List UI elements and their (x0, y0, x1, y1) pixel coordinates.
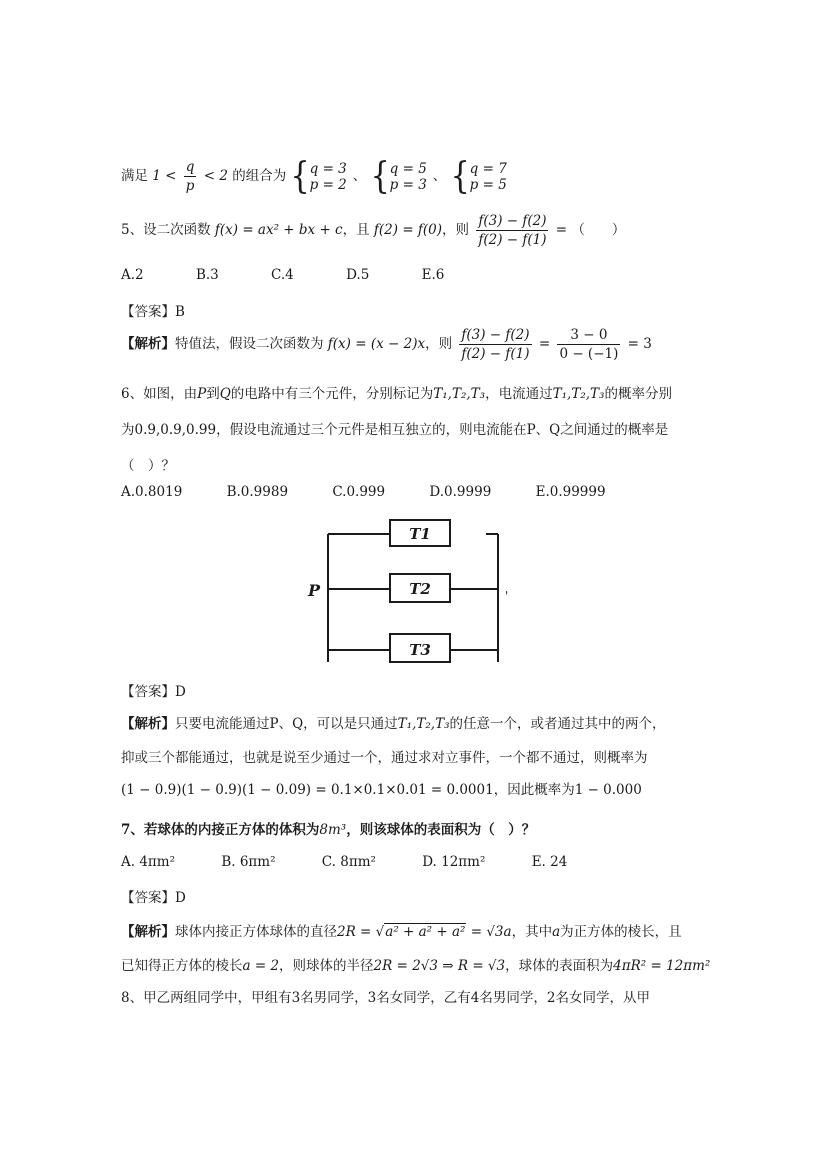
circuit-diagram (300, 512, 540, 677)
option-c: C. 8πm² (321, 854, 376, 870)
option-a: A.2 (121, 267, 144, 283)
option-e: E. 24 (531, 854, 568, 870)
question-6-analysis-line2: 抑或三个都能通过，也就是说至少通过一个，通过求对立事件，一个都不通过，则概率为 (121, 750, 648, 766)
brace-icon: { (450, 154, 470, 197)
analysis-fraction-1: $\frac{f(3) - f(2)}{f(2) - f(1)}$ (461, 327, 530, 362)
question-7-analysis-line2: 已知得正方体的棱长a = 2，则球体的半径2R = 2√3 ⇒ R = √3，球体的表面积为4πR² = 12πm² (121, 958, 711, 974)
question-7-answer: 【答案】D (121, 890, 186, 906)
question-6-stem-line1: 6、如图，由P到Q的电路中有三个元件，分别标记为T₁,T₂,T₃，电流通过T₁,T₂,T₃的概率分别 (121, 386, 672, 402)
question-6-analysis-line3: (1 − 0.9)(1 − 0.9)(1 − 0.09) = 0.1×0.1×0.01 = 0.0001，因此概率为1 − 0.000 (121, 782, 642, 798)
question-6-answer: 【答案】D (121, 684, 186, 700)
question-7-options (121, 854, 615, 870)
option-d: D.5 (346, 267, 370, 283)
p-label: P (308, 581, 321, 600)
condition-left: 1 < (152, 168, 177, 184)
question-5-analysis: 【解析】特值法，假设二次函数为 f(x) = (x − 2)x，则 $\frac{f(3) - f(2)}{f(2) - f(1)}$ = $\frac{3 - 0}{0 - (-1)}$ = 3 (121, 327, 652, 362)
q5-condition: f(2) = f(0) (373, 222, 443, 238)
q-label: ' (505, 589, 509, 603)
t2-label: T2 (409, 580, 431, 598)
combination-post: 的组合为 (232, 168, 287, 184)
question-8-stem: 8、甲乙两组同学中，甲组有3名男同学，3名女同学，乙有4名男同学，2名女同学，从甲 (121, 990, 650, 1006)
analysis-fraction-2: $\frac{3 - 0}{0 - (-1)}$ (559, 327, 619, 362)
option-a: A.0.8019 (121, 484, 183, 500)
question-5-stem: 5、设二次函数 f(x) = ax² + bx + c，且 f(2) = f(0)，则 $\frac{f(3) - f(2)}{f(2) - f(1)}$ = （ ） (121, 213, 626, 248)
t3-label: T3 (409, 641, 431, 659)
question-6-stem-line3: （ ）？ (121, 458, 175, 474)
combo-3: q = 7 p = 5 (469, 160, 507, 193)
question-7-analysis-line1: 【解析】球体内接正方体球体的直径2R = √a² + a² + a² = √3a，其中a为正方体的棱长，且 (121, 924, 682, 940)
combination-pre: 满足 (121, 168, 148, 184)
option-c: C.0.999 (332, 484, 386, 500)
question-5-options (121, 267, 492, 283)
question-7-stem: 7、若球体的内接正方体的体积为8m³，则该球体的表面积为（ ）？ (121, 822, 536, 838)
option-e: E.6 (421, 267, 445, 283)
option-c: C.4 (271, 267, 294, 283)
question-5-answer: 【答案】B (121, 304, 185, 320)
option-b: B. 6πm² (221, 854, 276, 870)
t1-label: T1 (409, 525, 431, 543)
combination-line: 满足 1 < $\frac{q}{p}$ < 2 的组合为 {q = 3 p = 2、 {q = 5 p = 3、 {q = 7 p = 5 (121, 154, 507, 197)
question-6-analysis-line1: 【解析】只要电流能通过P、Q，可以是只通过T₁,T₂,T₃的任意一个，或者通过其中的两个， (121, 716, 666, 732)
q5-fraction: $\frac{f(3) - f(2)}{f(2) - f(1)}$ (478, 213, 547, 248)
question-6-stem-line2: 为0.9,0.9,0.99，假设电流通过三个元件是相互独立的，则电流能在P、Q之间通过的概率是 (121, 422, 669, 438)
condition-right: < 2 (203, 168, 228, 184)
brace-icon: { (290, 154, 310, 197)
brace-icon: { (370, 154, 390, 197)
q5-function: f(x) = ax² + bx + c (214, 222, 343, 238)
option-b: B.3 (195, 267, 219, 283)
option-d: D. 12πm² (422, 854, 486, 870)
combo-1: q = 3 p = 2 (309, 160, 347, 193)
condition-fraction: $\frac{q}{p}$ (185, 159, 195, 194)
question-6-options (121, 484, 654, 500)
combo-2: q = 5 p = 3 (389, 160, 427, 193)
option-d: D.0.9999 (429, 484, 492, 500)
option-a: A. 4πm² (121, 854, 176, 870)
option-e: E.0.99999 (535, 484, 606, 500)
option-b: B.0.9989 (226, 484, 289, 500)
